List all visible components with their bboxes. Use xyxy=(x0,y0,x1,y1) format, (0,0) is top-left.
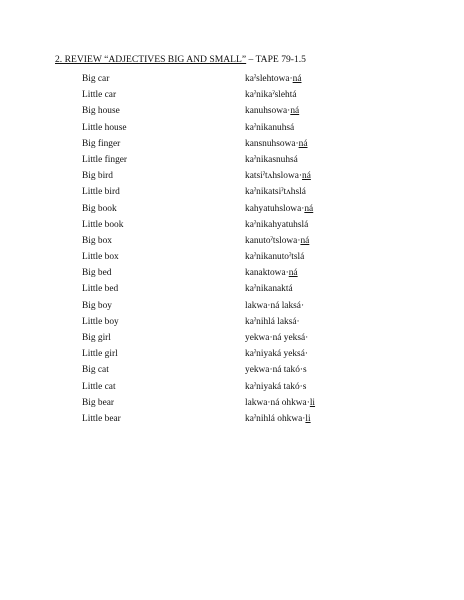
mohawk-term-text: kaˀniyaká takó·s xyxy=(245,381,307,392)
mohawk-term-text: yekwa·ná yeksá· xyxy=(245,333,309,343)
english-term: Little bed xyxy=(82,284,119,295)
vocabulary-list xyxy=(82,71,412,427)
mohawk-term xyxy=(245,87,297,103)
english-term: Big boy xyxy=(82,300,112,311)
mohawk-term-text: kanaktowa· xyxy=(245,268,289,279)
mohawk-term-text: kaˀniyaká yeksá· xyxy=(245,349,308,360)
mohawk-term-text: katsiˀtʌhslowa· xyxy=(245,171,303,182)
mohawk-term-text: kaˀnikaˀslehtá xyxy=(245,90,297,101)
mohawk-term xyxy=(245,379,306,395)
vocab-row xyxy=(82,379,412,395)
mohawk-term-text: kahyatuhslowa· xyxy=(245,203,305,214)
mohawk-term-text: kanutoˀtslowa· xyxy=(245,235,301,246)
vocab-row xyxy=(82,87,412,103)
english-term: Big cat xyxy=(82,365,109,376)
mohawk-term xyxy=(245,184,306,200)
mohawk-term xyxy=(245,314,300,330)
mohawk-term xyxy=(245,395,315,411)
mohawk-term-underlined: ná xyxy=(304,203,314,214)
mohawk-term xyxy=(245,71,301,87)
mohawk-term-underlined: ná xyxy=(302,171,311,182)
vocab-row xyxy=(82,249,412,265)
mohawk-term xyxy=(245,362,307,378)
mohawk-term-text: lakwa·ná laksá· xyxy=(245,300,305,311)
vocab-row xyxy=(82,265,412,281)
mohawk-term xyxy=(245,265,298,281)
heading-title: 2. REVIEW “ADJECTIVES BIG AND SMALL” xyxy=(55,54,247,65)
vocab-row xyxy=(82,314,412,330)
mohawk-term-text: kaˀnikanuhsá xyxy=(245,122,295,133)
english-term: Little boy xyxy=(82,316,119,327)
mohawk-term xyxy=(245,298,304,314)
mohawk-term xyxy=(245,136,308,152)
mohawk-term-underlined: ná xyxy=(300,235,310,246)
mohawk-term xyxy=(245,249,304,265)
mohawk-term-text: kaˀnikasnuhsá xyxy=(245,154,298,165)
vocab-row xyxy=(82,184,412,200)
mohawk-term xyxy=(245,330,308,346)
mohawk-term-text: yekwa·ná takó·s xyxy=(245,365,307,376)
mohawk-term xyxy=(245,217,308,233)
english-term: Little bird xyxy=(82,187,120,198)
vocab-row xyxy=(82,330,412,346)
english-term: Little cat xyxy=(82,381,116,392)
vocab-row xyxy=(82,217,412,233)
english-term: Big finger xyxy=(82,138,121,149)
english-term: Big book xyxy=(82,203,117,214)
vocab-row xyxy=(82,136,412,152)
english-term: Little bear xyxy=(82,413,121,424)
vocab-row xyxy=(82,152,412,168)
section-heading xyxy=(55,54,306,65)
english-term: Big house xyxy=(82,106,120,117)
vocab-row xyxy=(82,120,412,136)
vocab-row xyxy=(82,298,412,314)
english-term: Big bird xyxy=(82,171,113,182)
mohawk-term xyxy=(245,103,299,119)
mohawk-term-text: kanuhsowa· xyxy=(245,106,291,117)
mohawk-term xyxy=(245,346,308,362)
english-term: Little book xyxy=(82,219,124,230)
mohawk-term xyxy=(245,168,311,184)
english-term: Big bed xyxy=(82,268,112,279)
english-term: Big bear xyxy=(82,397,115,408)
mohawk-term-text: kaˀnihlá ohkwa· xyxy=(245,413,306,424)
mohawk-term-text: kaˀslehtowa· xyxy=(245,74,293,84)
mohawk-term xyxy=(245,120,294,136)
vocab-row xyxy=(82,362,412,378)
vocab-row xyxy=(82,281,412,297)
vocab-row xyxy=(82,411,412,427)
vocab-row xyxy=(82,168,412,184)
mohawk-term-text: lakwa·ná ohkwa· xyxy=(245,397,310,408)
english-term: Big girl xyxy=(82,333,111,343)
mohawk-term xyxy=(245,152,298,168)
vocab-row xyxy=(82,395,412,411)
mohawk-term-underlined: ná xyxy=(298,138,308,149)
mohawk-term-text: kaˀnikanutoˀtslá xyxy=(245,252,305,263)
english-term: Big box xyxy=(82,235,112,246)
english-term: Little car xyxy=(82,90,117,101)
mohawk-term xyxy=(245,411,311,427)
mohawk-term xyxy=(245,233,309,249)
english-term: Little girl xyxy=(82,349,118,360)
english-term: Big car xyxy=(82,74,110,84)
mohawk-term-underlined: ná xyxy=(292,74,302,84)
vocab-row xyxy=(82,201,412,217)
mohawk-term-text: kansnuhsowa· xyxy=(245,138,299,149)
mohawk-term xyxy=(245,281,293,297)
mohawk-term-text: kaˀnikatsiˀtʌhslá xyxy=(245,187,306,198)
mohawk-term-underlined: li xyxy=(305,413,311,424)
english-term: Little house xyxy=(82,122,127,133)
vocab-row xyxy=(82,233,412,249)
mohawk-term xyxy=(245,201,313,217)
mohawk-term-underlined: li xyxy=(309,397,316,408)
english-term: Little box xyxy=(82,252,119,263)
mohawk-term-text: kaˀnikahyatuhslá xyxy=(245,219,309,230)
vocab-row xyxy=(82,103,412,119)
mohawk-term-text: kaˀnikanaktá xyxy=(245,284,293,295)
english-term: Little finger xyxy=(82,154,128,165)
heading-tape: – TAPE 79-1.5 xyxy=(246,54,306,65)
mohawk-term-underlined: ná xyxy=(288,268,298,279)
vocab-row xyxy=(82,71,412,87)
mohawk-term-text: kaˀnihlá laksá· xyxy=(245,316,300,327)
vocab-row xyxy=(82,346,412,362)
mohawk-term-underlined: ná xyxy=(290,106,300,117)
